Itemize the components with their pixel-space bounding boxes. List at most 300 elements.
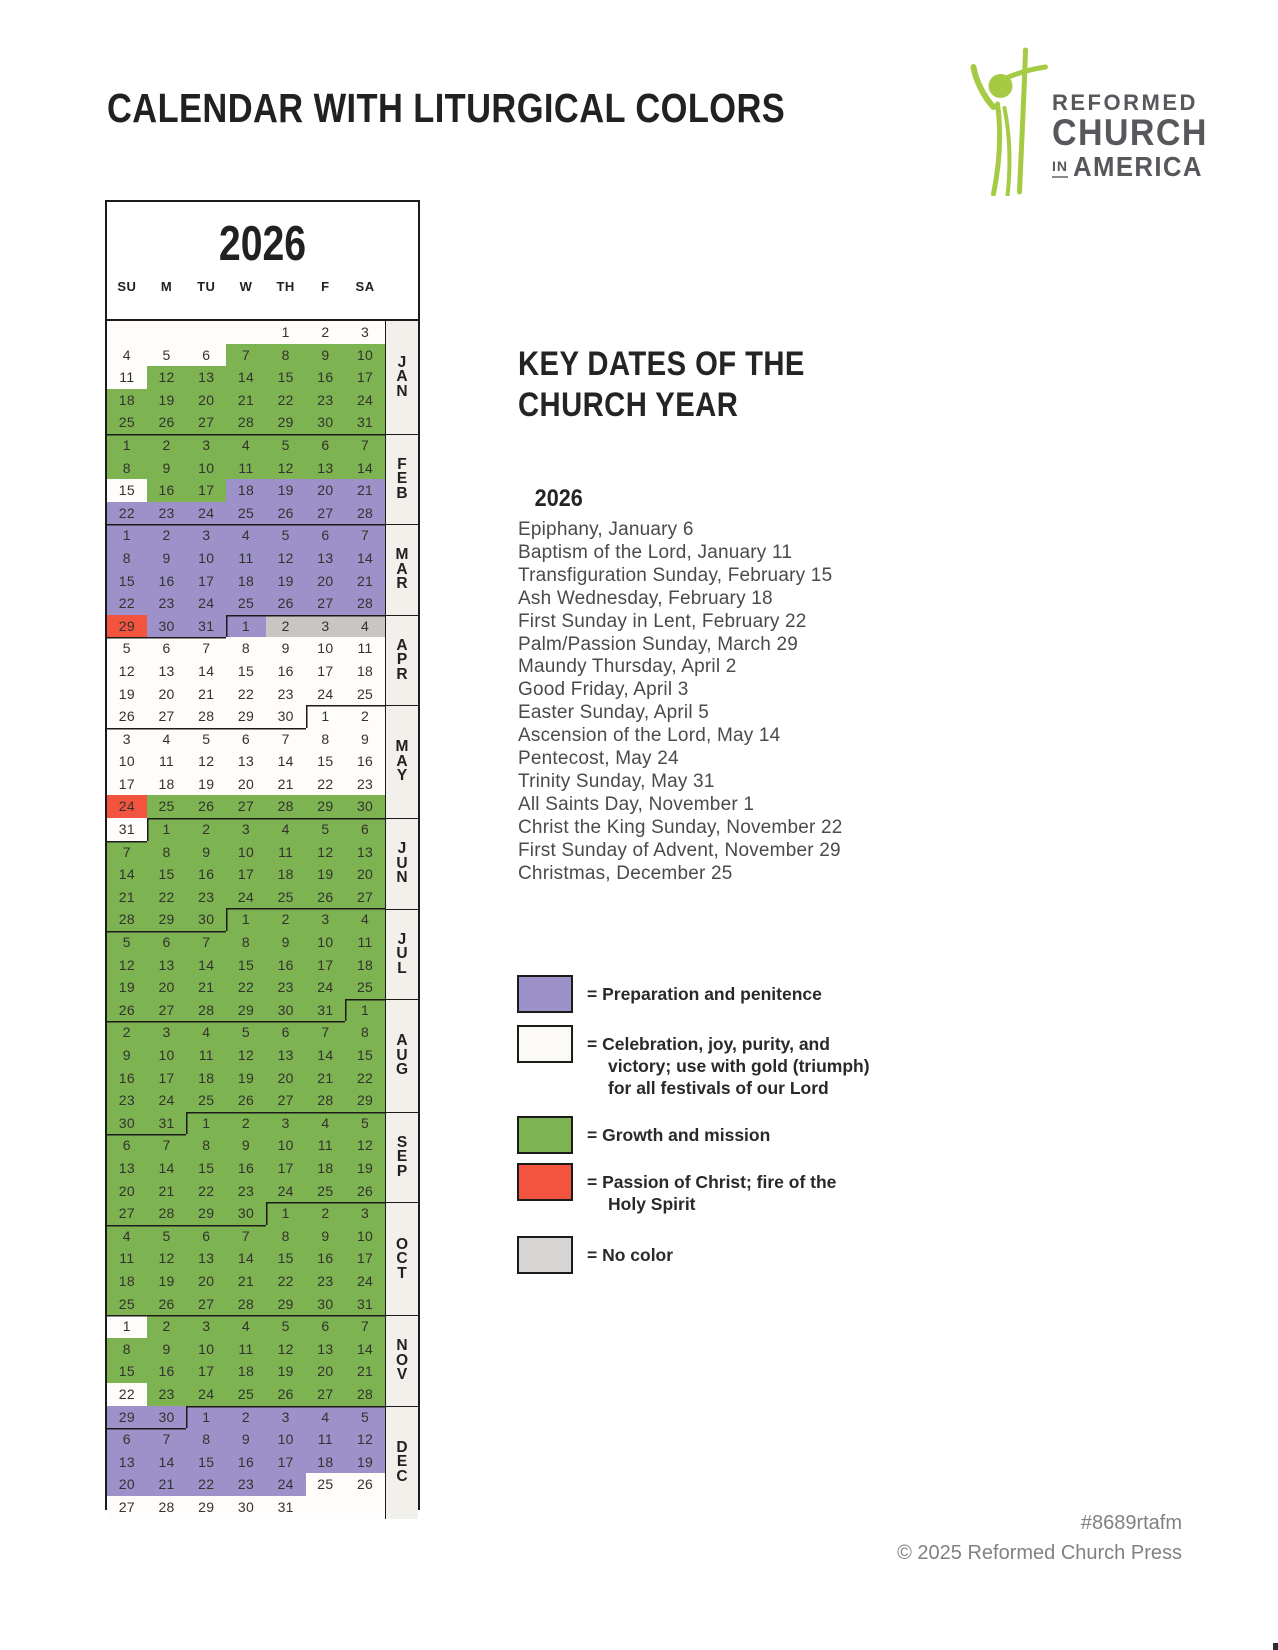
day-cell: 14: [147, 1451, 187, 1474]
day-cell: 8: [107, 1338, 147, 1361]
day-cell: 7: [186, 931, 226, 954]
day-cell: 15: [147, 863, 187, 886]
legend-label: = No color: [587, 1245, 674, 1265]
day-cell: 22: [306, 773, 346, 796]
day-cell: 5: [186, 728, 226, 751]
day-cell: 2: [186, 818, 226, 841]
day-cell: 16: [186, 863, 226, 886]
legend-label: = Celebration, joy, purity, and victory; use with gold (triumph) for all festivals of our Lord: [587, 1034, 870, 1098]
day-cell: 28: [345, 592, 385, 615]
day-cell: 24: [186, 592, 226, 615]
day-cell: 23: [186, 886, 226, 909]
day-cell: 18: [226, 479, 266, 502]
day-cell: 16: [266, 954, 306, 977]
day-cell: 6: [306, 434, 346, 457]
day-cell: [186, 321, 226, 344]
day-cell: 12: [266, 457, 306, 480]
footer-code: #8689rtafm: [1080, 1512, 1182, 1534]
day-cell: 17: [345, 1247, 385, 1270]
day-cell: 2: [266, 615, 306, 638]
day-cell: 4: [266, 818, 306, 841]
day-cell: 2: [147, 434, 187, 457]
day-cell: 20: [306, 570, 346, 593]
weekday-label: M: [160, 279, 173, 294]
day-cell: 29: [107, 1406, 147, 1429]
day-cell: 5: [345, 1112, 385, 1135]
day-cell: 7: [345, 1315, 385, 1338]
day-cell: 30: [306, 411, 346, 434]
day-cell: 2: [147, 1315, 187, 1338]
day-cell: 12: [107, 954, 147, 977]
day-cell: 1: [107, 1315, 147, 1338]
day-cell: 16: [226, 1451, 266, 1474]
day-cell: 17: [306, 660, 346, 683]
day-cell: 30: [226, 1202, 266, 1225]
day-cell: 2: [147, 524, 187, 547]
month-label: S E P: [396, 1133, 408, 1180]
day-cell: 13: [345, 841, 385, 864]
legend-item-red: [517, 1163, 897, 1215]
day-cell: 27: [306, 592, 346, 615]
day-cell: 21: [186, 683, 226, 706]
day-cell: 23: [306, 389, 346, 412]
day-cell: 15: [186, 1157, 226, 1180]
day-cell: 11: [147, 750, 187, 773]
key-dates-heading: [518, 344, 852, 426]
day-cell: 16: [306, 366, 346, 389]
day-cell: 23: [226, 1180, 266, 1203]
day-cell: 27: [186, 411, 226, 434]
day-cell: 5: [345, 1406, 385, 1429]
day-cell: 15: [107, 570, 147, 593]
day-cell: 26: [147, 1293, 187, 1316]
day-cell: 28: [345, 502, 385, 525]
key-date-item: Ash Wednesday, February 18: [518, 587, 773, 609]
day-cell: 22: [107, 502, 147, 525]
key-date-item: Easter Sunday, April 5: [518, 702, 709, 724]
day-cell: 12: [107, 660, 147, 683]
day-cell: 22: [345, 1067, 385, 1090]
day-cell: 25: [147, 795, 187, 818]
key-date-item: All Saints Day, November 1: [518, 793, 755, 815]
day-cell: 14: [345, 457, 385, 480]
day-cell: 25: [107, 411, 147, 434]
day-cell: 18: [226, 570, 266, 593]
day-cell: 14: [147, 1157, 187, 1180]
day-cell: 16: [266, 660, 306, 683]
day-cell: 5: [266, 524, 306, 547]
day-cell: 12: [266, 1338, 306, 1361]
day-cell: 10: [226, 841, 266, 864]
legend-item-green: [517, 1116, 897, 1154]
day-cell: 11: [266, 841, 306, 864]
day-cell: 16: [107, 1067, 147, 1090]
day-cell: 11: [226, 457, 266, 480]
day-cell: 7: [147, 1428, 187, 1451]
key-date-item: Transfiguration Sunday, February 15: [518, 564, 833, 586]
day-cell: 7: [345, 524, 385, 547]
month-label: J U N: [396, 840, 408, 887]
key-date-item: Maundy Thursday, April 2: [518, 656, 737, 678]
day-cell: 2: [306, 321, 346, 344]
day-cell: 5: [147, 344, 187, 367]
day-cell: 23: [266, 683, 306, 706]
day-cell: 8: [186, 1134, 226, 1157]
day-cell: 14: [186, 660, 226, 683]
day-cell: 29: [186, 1496, 226, 1519]
day-cell: 24: [226, 886, 266, 909]
day-cell: 30: [226, 1496, 266, 1519]
day-cell: 11: [186, 1044, 226, 1067]
day-cell: 9: [147, 1338, 187, 1361]
month-label-region: [386, 999, 418, 1112]
month-label-region: [386, 1406, 418, 1519]
day-cell: 17: [266, 1451, 306, 1474]
key-date-item: Trinity Sunday, May 31: [518, 770, 715, 792]
key-date-item: Pentecost, May 24: [518, 748, 679, 770]
legend-swatch-red: [517, 1163, 573, 1201]
day-cell: 17: [266, 1157, 306, 1180]
day-cell: 19: [107, 683, 147, 706]
day-cell: 28: [345, 1383, 385, 1406]
day-cell: 3: [186, 1315, 226, 1338]
day-cell: 13: [107, 1451, 147, 1474]
day-cell: 26: [107, 999, 147, 1022]
day-cell: 6: [147, 637, 187, 660]
day-cell: 21: [306, 1067, 346, 1090]
day-cell: 24: [186, 502, 226, 525]
day-cell: 10: [186, 457, 226, 480]
day-cell: 27: [147, 705, 187, 728]
day-cell: 21: [147, 1180, 187, 1203]
day-cell: 20: [266, 1067, 306, 1090]
day-cell: 26: [186, 795, 226, 818]
day-cell: 22: [266, 389, 306, 412]
day-cell: 3: [266, 1112, 306, 1135]
day-cell: 17: [345, 366, 385, 389]
day-cell: 3: [306, 615, 346, 638]
day-cell: 16: [147, 1360, 187, 1383]
legend-label: = Growth and mission: [587, 1125, 771, 1145]
calendar-header: [107, 215, 418, 321]
day-cell: 23: [345, 773, 385, 796]
day-cell: 1: [186, 1406, 226, 1429]
day-cell: 18: [306, 1157, 346, 1180]
day-cell: 4: [226, 1315, 266, 1338]
day-cell: 10: [306, 637, 346, 660]
day-cell: 28: [266, 795, 306, 818]
month-label: A P R: [396, 636, 408, 683]
day-cell: 1: [147, 818, 187, 841]
day-cell: 3: [345, 321, 385, 344]
month-label-region: [386, 1112, 418, 1202]
day-cell: 26: [147, 411, 187, 434]
day-cell: 20: [186, 389, 226, 412]
day-cell: 27: [266, 1089, 306, 1112]
day-cell: 25: [226, 1383, 266, 1406]
day-cell: 16: [345, 750, 385, 773]
day-cell: 11: [107, 366, 147, 389]
day-cell: 1: [186, 1112, 226, 1135]
day-cell: 9: [266, 931, 306, 954]
key-date-item: Epiphany, January 6: [518, 519, 694, 540]
key-date-item: Christmas, December 25: [518, 862, 733, 884]
day-cell: 6: [306, 1315, 346, 1338]
day-cell: 10: [345, 1225, 385, 1248]
day-cell: 29: [266, 1293, 306, 1316]
month-label: M A R: [395, 546, 409, 593]
day-cell: 17: [186, 1360, 226, 1383]
day-cell: 24: [306, 683, 346, 706]
day-cell: 25: [345, 683, 385, 706]
day-cell: 9: [147, 457, 187, 480]
day-cell: 17: [186, 570, 226, 593]
day-cell: 12: [226, 1044, 266, 1067]
day-cell: 24: [147, 1089, 187, 1112]
day-cell: 10: [266, 1428, 306, 1451]
day-cell: 15: [107, 1360, 147, 1383]
legend-swatch-purple: [517, 975, 573, 1013]
day-cell: 31: [306, 999, 346, 1022]
day-cell: 10: [186, 1338, 226, 1361]
day-cell: 15: [226, 954, 266, 977]
day-cell: 9: [147, 547, 187, 570]
day-cell: 14: [266, 750, 306, 773]
day-cell: 30: [266, 999, 306, 1022]
day-cell: 4: [107, 344, 147, 367]
key-dates-section: [518, 344, 852, 886]
day-cell: 6: [306, 524, 346, 547]
day-cell: [226, 321, 266, 344]
day-cell: 9: [226, 1134, 266, 1157]
day-cell: 8: [306, 728, 346, 751]
day-cell: 9: [186, 841, 226, 864]
key-date-item: Ascension of the Lord, May 14: [518, 725, 781, 747]
weekday-label: SA: [355, 279, 375, 294]
day-cell: 8: [226, 931, 266, 954]
day-cell: 7: [306, 1021, 346, 1044]
day-cell: 18: [266, 863, 306, 886]
day-cell: 31: [107, 818, 147, 841]
day-cell: 5: [147, 1225, 187, 1248]
day-cell: 9: [345, 728, 385, 751]
day-cell: 28: [306, 1089, 346, 1112]
day-cell: 3: [107, 728, 147, 751]
day-cell: 2: [306, 1202, 346, 1225]
day-cell: [306, 1496, 346, 1519]
day-cell: 7: [107, 841, 147, 864]
day-cell: 9: [107, 1044, 147, 1067]
day-cell: 8: [147, 841, 187, 864]
day-cell: 29: [186, 1202, 226, 1225]
weekday-label: SU: [117, 279, 137, 294]
calendar-year: 2026: [218, 217, 307, 271]
day-cell: 6: [186, 344, 226, 367]
day-cell: 30: [107, 1112, 147, 1135]
day-cell: 27: [306, 502, 346, 525]
day-cell: 17: [107, 773, 147, 796]
day-cell: 28: [226, 1293, 266, 1316]
day-cell: 21: [345, 1360, 385, 1383]
logo-word-america: AMERICA: [1073, 151, 1203, 182]
day-cell: 26: [266, 1383, 306, 1406]
day-cell: 18: [107, 1270, 147, 1293]
month-label-region: [386, 524, 418, 614]
day-cell: 20: [226, 773, 266, 796]
day-cell: 28: [147, 1202, 187, 1225]
day-cell: 4: [147, 728, 187, 751]
day-cell: 31: [345, 1293, 385, 1316]
cross-figure-icon: [962, 46, 1050, 196]
day-cell: 24: [186, 1383, 226, 1406]
day-cell: 8: [345, 1021, 385, 1044]
month-label: D E C: [396, 1438, 408, 1485]
calendar-grid: [107, 321, 385, 1519]
month-label-region: [386, 705, 418, 818]
day-cell: 4: [226, 524, 266, 547]
day-cell: 22: [226, 976, 266, 999]
day-cell: 1: [226, 615, 266, 638]
day-cell: [107, 321, 147, 344]
day-cell: 23: [107, 1089, 147, 1112]
day-cell: 16: [147, 570, 187, 593]
day-cell: 3: [186, 524, 226, 547]
month-label-region: [386, 1202, 418, 1315]
month-label: J U L: [396, 930, 408, 977]
day-cell: 5: [266, 434, 306, 457]
day-cell: 18: [306, 1451, 346, 1474]
day-cell: 16: [306, 1247, 346, 1270]
day-cell: 24: [266, 1473, 306, 1496]
day-cell: 22: [186, 1180, 226, 1203]
day-cell: 10: [107, 750, 147, 773]
day-cell: 14: [226, 366, 266, 389]
day-cell: 21: [107, 886, 147, 909]
day-cell: 11: [306, 1134, 346, 1157]
day-cell: 25: [226, 502, 266, 525]
day-cell: 30: [345, 795, 385, 818]
day-cell: 18: [147, 773, 187, 796]
day-cell: 21: [266, 773, 306, 796]
day-cell: 24: [266, 1180, 306, 1203]
legend-swatch-white: [517, 1025, 573, 1063]
day-cell: 22: [107, 592, 147, 615]
day-cell: 29: [226, 999, 266, 1022]
day-cell: 23: [306, 1270, 346, 1293]
day-cell: 26: [345, 1473, 385, 1496]
day-cell: 28: [186, 705, 226, 728]
day-cell: 1: [306, 705, 346, 728]
day-cell: 10: [306, 931, 346, 954]
day-cell: 6: [147, 931, 187, 954]
legend-label: = Passion of Christ; fire of the Holy Spirit: [587, 1172, 837, 1214]
day-cell: 15: [186, 1451, 226, 1474]
weekday-label: TH: [276, 279, 295, 294]
day-cell: 30: [147, 615, 187, 638]
day-cell: 20: [186, 1270, 226, 1293]
day-cell: 31: [186, 615, 226, 638]
day-cell: 8: [107, 547, 147, 570]
day-cell: 13: [186, 366, 226, 389]
page-corner-artifact: [1273, 1643, 1278, 1650]
day-cell: 22: [147, 886, 187, 909]
month-label: O C T: [395, 1235, 409, 1282]
day-cell: 10: [147, 1044, 187, 1067]
day-cell: 6: [226, 728, 266, 751]
day-cell: 30: [147, 1406, 187, 1429]
day-cell: 8: [186, 1428, 226, 1451]
day-cell: 26: [266, 592, 306, 615]
day-cell: 24: [306, 976, 346, 999]
day-cell: 8: [266, 344, 306, 367]
day-cell: 11: [226, 547, 266, 570]
day-cell: 7: [345, 434, 385, 457]
day-cell: 28: [186, 999, 226, 1022]
key-dates-heading-line1: KEY DATES OF THE: [518, 345, 805, 383]
day-cell: 19: [266, 570, 306, 593]
month-label: A U G: [395, 1032, 409, 1079]
day-cell: 12: [147, 1247, 187, 1270]
day-cell: 4: [345, 615, 385, 638]
day-cell: 5: [107, 931, 147, 954]
liturgical-calendar: [105, 200, 420, 1515]
day-cell: 18: [345, 954, 385, 977]
month-label: M A Y: [395, 738, 409, 785]
day-cell: 3: [266, 1406, 306, 1429]
weekday-label: W: [239, 279, 253, 294]
day-cell: 27: [107, 1202, 147, 1225]
key-date-item: Baptism of the Lord, January 11: [518, 541, 793, 563]
day-cell: 3: [345, 1202, 385, 1225]
day-cell: 3: [147, 1021, 187, 1044]
day-cell: 9: [226, 1428, 266, 1451]
day-cell: 18: [107, 389, 147, 412]
day-cell: 12: [345, 1428, 385, 1451]
logo-word-in: IN: [1052, 158, 1068, 178]
key-date-item: First Sunday in Lent, February 22: [518, 610, 807, 632]
day-cell: 26: [266, 502, 306, 525]
day-cell: 11: [306, 1428, 346, 1451]
key-dates-heading-line2: CHURCH YEAR: [518, 386, 739, 424]
legend-item-gray: [517, 1236, 897, 1274]
day-cell: 23: [226, 1473, 266, 1496]
day-cell: 5: [266, 1315, 306, 1338]
day-cell: 21: [226, 389, 266, 412]
day-cell: 12: [306, 841, 346, 864]
day-cell: 11: [107, 1247, 147, 1270]
day-cell: 28: [226, 411, 266, 434]
day-cell: 20: [306, 1360, 346, 1383]
day-cell: 7: [266, 728, 306, 751]
day-cell: 23: [147, 592, 187, 615]
day-cell: 13: [147, 954, 187, 977]
day-cell: 14: [226, 1247, 266, 1270]
day-cell: 23: [147, 502, 187, 525]
month-label-region: [386, 909, 418, 999]
month-label-region: [386, 1315, 418, 1405]
day-cell: 19: [306, 863, 346, 886]
day-cell: 29: [345, 1089, 385, 1112]
day-cell: 20: [306, 479, 346, 502]
day-cell: 5: [306, 818, 346, 841]
calendar-body: [107, 321, 418, 1519]
day-cell: 5: [107, 637, 147, 660]
day-cell: 10: [345, 344, 385, 367]
day-cell: 4: [186, 1021, 226, 1044]
day-cell: 24: [107, 795, 147, 818]
day-cell: 10: [266, 1134, 306, 1157]
day-cell: 27: [345, 886, 385, 909]
